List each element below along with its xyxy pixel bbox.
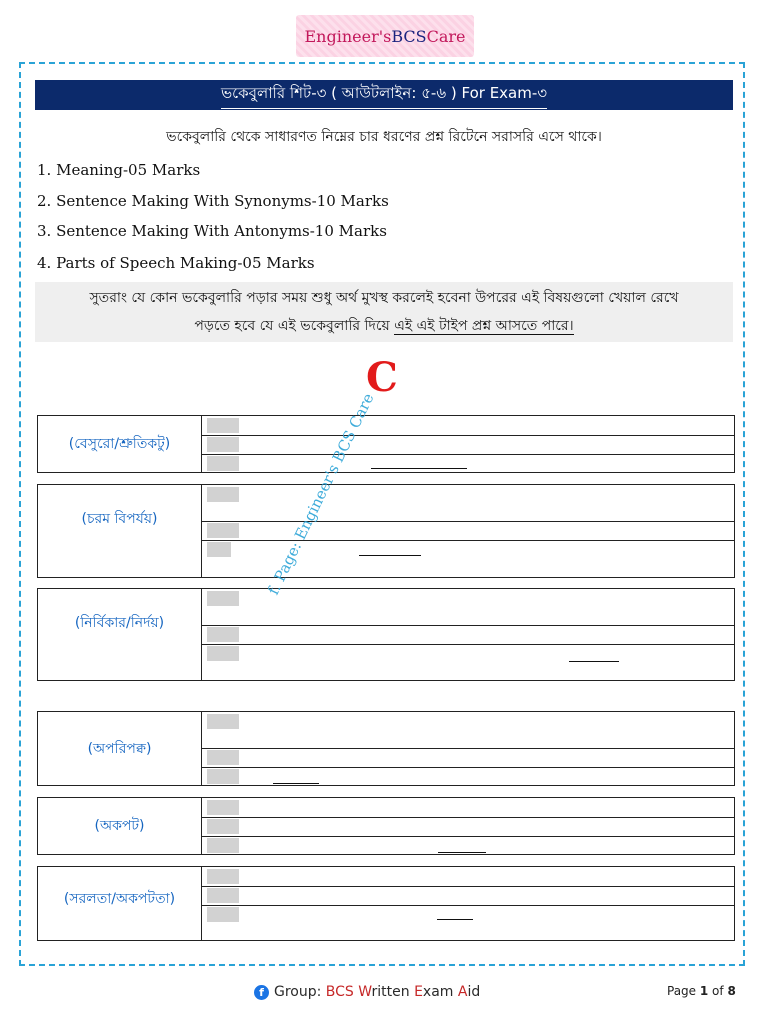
group-e: E [414, 984, 423, 1000]
point-1: 1. Meaning-05 Marks [37, 161, 201, 179]
point-2: 2. Sentence Making With Synonyms-10 Marks [37, 192, 389, 210]
brand-part2: BCS [391, 26, 427, 46]
hidden-word-block [207, 437, 239, 452]
note-line-1: সুতরাং যে কোন ভকেবুলারি পড়ার সময় শুধু অর্থ মুখস্থ করলেই হবেনা উপরের এই বিষয়গুলো খেয়াল রেখে [89, 290, 679, 306]
group-prefix: Group: [274, 984, 326, 1000]
group-a: A [457, 984, 468, 1000]
answer-rule [201, 435, 734, 436]
underline-mark [371, 468, 467, 469]
group-ritten: ritten [371, 984, 415, 1000]
hidden-word-block [207, 907, 239, 922]
watermark-text: f. Page: Engineer's BCS Care [264, 390, 378, 598]
vocab-entry-3 [37, 588, 735, 681]
sheet-title: ভকেবুলারি শিট-৩ ( আউটলাইন: ৫-৬ ) For Exam-৩ [221, 82, 547, 109]
underline-mark [569, 661, 619, 662]
note-line-2 [35, 312, 733, 340]
point-3: 3. Sentence Making With Antonyms-10 Marks [37, 222, 387, 240]
entry-meaning: (নির্বিকার/নির্দয়) [38, 589, 202, 680]
intro-text: ভকেবুলারি থেকে সাধারণত নিম্নের চার ধরণের প্রশ্ন রিটেনে সরাসরি এসে থাকে। [166, 129, 602, 145]
group-xam: xam [422, 984, 458, 1000]
underline-mark [437, 919, 473, 920]
facebook-icon: f [254, 985, 269, 1000]
underline-mark [359, 555, 421, 556]
vocab-entry-2 [37, 484, 735, 578]
answer-rule [201, 540, 734, 541]
point-4: 4. Parts of Speech Making-05 Marks [37, 254, 315, 272]
section-letter: C [366, 354, 398, 401]
answer-rule [201, 767, 734, 768]
group-bcs: BCS [325, 984, 359, 1000]
group-label [274, 984, 480, 1000]
page-number [667, 984, 736, 998]
answer-rule [201, 817, 734, 818]
underline-mark [438, 852, 486, 853]
answer-rule [201, 886, 734, 887]
entry-meaning: (বেসুরো/শ্রুতিকটু) [38, 416, 202, 472]
hidden-word-block [207, 769, 239, 784]
hidden-word-block [207, 591, 239, 606]
entry-meaning: (অপরিপক্ব) [38, 712, 202, 785]
hidden-word-block [207, 714, 239, 729]
hidden-word-block [207, 869, 239, 884]
hidden-word-block [207, 838, 239, 853]
hidden-word-block [207, 542, 231, 557]
answer-rule [201, 521, 734, 522]
entry-meaning: (চরম বিপর্যয়) [38, 485, 202, 577]
group-id: id [467, 984, 481, 1000]
brand-logo [296, 15, 474, 57]
underline-mark [273, 783, 319, 784]
hidden-word-block [207, 646, 239, 661]
page-mid: of [708, 984, 728, 998]
page-total: 8 [727, 984, 736, 998]
vocab-entry-4 [37, 711, 735, 786]
vocab-entry-6 [37, 866, 735, 941]
answer-rule [201, 625, 734, 626]
answer-rule [201, 836, 734, 837]
note-line-2a: পড়তে হবে যে এই ভকেবুলারি দিয়ে [194, 318, 395, 334]
brand-part1: Engineer's [304, 26, 392, 46]
page-prefix: Page [667, 984, 700, 998]
entry-answer-area [201, 416, 734, 472]
vocab-entry-5 [37, 797, 735, 855]
answer-rule [201, 748, 734, 749]
hidden-word-block [207, 627, 239, 642]
note-box [35, 282, 733, 342]
answer-rule [201, 905, 734, 906]
hidden-word-block [207, 418, 239, 433]
brand-part3: Care [426, 26, 466, 46]
answer-rule [201, 454, 734, 455]
hidden-word-block [207, 523, 239, 538]
hidden-word-block [207, 487, 239, 502]
sheet-title-bar [35, 80, 733, 110]
note-line-2b: এই এই টাইপ প্রশ্ন আসতে পারে। [394, 318, 574, 334]
entry-meaning: (অকপট) [38, 798, 202, 854]
answer-rule [201, 644, 734, 645]
entry-answer-area [201, 867, 734, 940]
entry-answer-area [201, 589, 734, 680]
page-footer [0, 984, 768, 1004]
hidden-word-block [207, 888, 239, 903]
entry-answer-area [201, 712, 734, 785]
hidden-word-block [207, 750, 239, 765]
hidden-word-block [207, 800, 239, 815]
hidden-word-block [207, 819, 239, 834]
hidden-word-block [207, 456, 239, 471]
entry-answer-area [201, 798, 734, 854]
entry-meaning: (সরলতা/অকপটতা) [38, 867, 202, 940]
group-w: W [358, 984, 372, 1000]
vocab-entry-1 [37, 415, 735, 473]
page-current: 1 [699, 984, 709, 998]
